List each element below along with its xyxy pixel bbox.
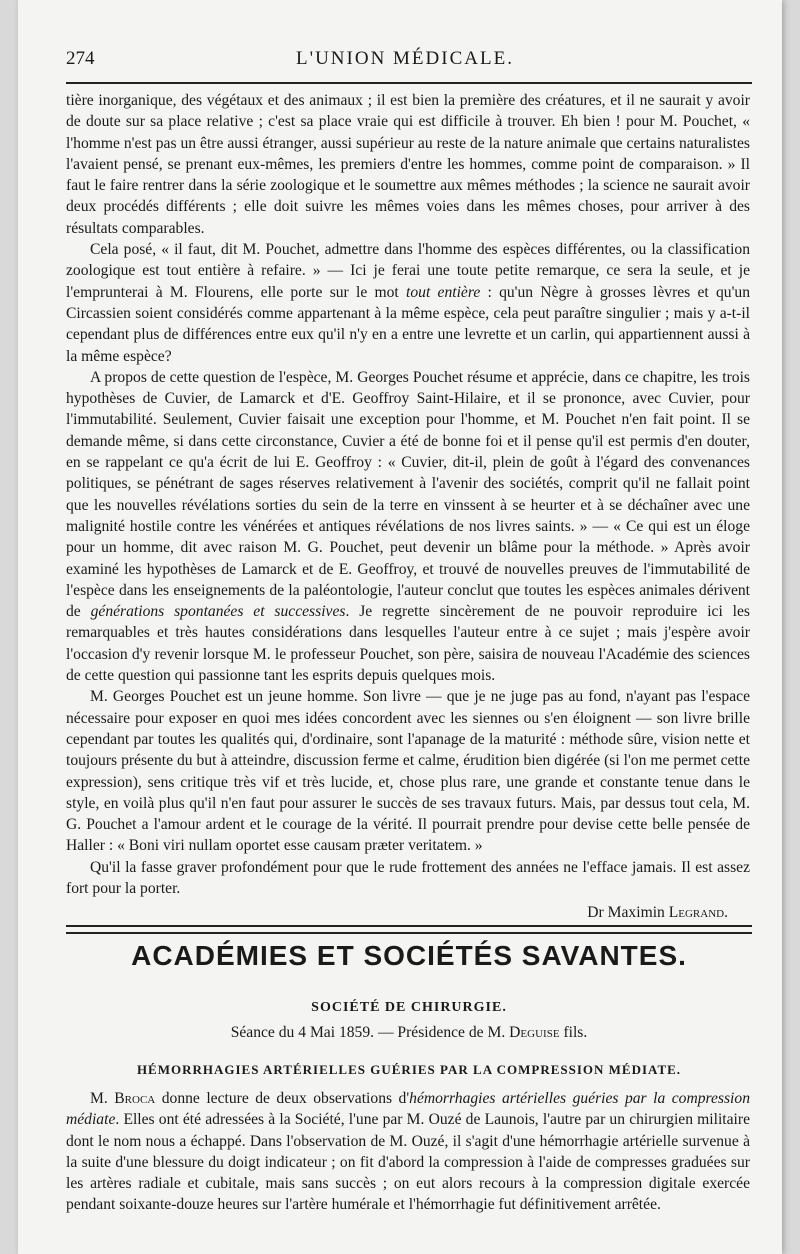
running-head: L'UNION MÉDICALE. (296, 48, 514, 69)
emphasis: générations spontanées et successives (90, 603, 346, 621)
page-number: 274 (66, 48, 95, 69)
section-divider (66, 925, 752, 934)
session-line: Séance du 4 Mai 1859. — Présidence de M. Deguise fils. (230, 1024, 588, 1041)
paragraph: A propos de cette question de l'espèce, M. Georges Pouchet résume et apprécie, dans ce chapitre, les trois hypothèses de Cuvier, de Lamarck et d'E. Geoffroy Saint-Hilaire, et il se prononce, avec Cuvier, pour l'immutabilité. Seulement, Cuvier faisait une exception pour l'homme, et M. Pouchet n'en fait point. Il se demande même, si dans cette circonstance, Cuvier a été de bonne foi et il pense qu'il est permis d'en douter, en se rappelant ce qu'a écrit de lui E. Geoffroy : « Cuvier, dit-il, plein de goût à l'égard des convenances politiques, se pénétrant de sages réserves relativement à l'avenir des sociétés, comprit qu'il ne fallait point que les nouvelles révélations sorties du sein de la terre en vinssent à se heurter et à se déchaîner avec une malignité hostile contre les vénérées et antiques révélations de nos livres saints. » — « Ce qui est un éloge pour un homme, dit avec raison M. G. Pouchet, peut devenir un blâme pour la méthode. » Après avoir examiné les hypothèses de Lamarck et de E. Geoffroy, et trouvé de nouvelles preuves de l'immutabilité de l'espèce dans les enseignements de la paléontologie, l'auteur conclut que toutes les espèces animales dérivent de générations spontanées et successives. Je regrette sincèrement de ne pouvoir reproduire ici les remarquables et très hautes considérations dans lesquelles l'auteur entre à ce sujet ; mais j'espère avoir l'occasion d'y revenir lorsque M. le professeur Pouchet, son père, saisira de nouveau l'Académie des sciences de cette question qui passionne tant les esprits depuis quelques mois. (66, 368, 751, 685)
paragraph: M. Georges Pouchet est un jeune homme. Son livre — que je ne juge pas au fond, n'ayant pas l'espace nécessaire pour exposer en quoi mes idées concordent avec les siennes ou s'en éloignent — son livre brille cependant par toutes les qualités qui, d'ordinaire, sont l'apanage de la maturité : méthode sûre, vision nette et toujours présente du but à atteindre, discussion ferme et calme, érudition bien digérée (si l'on me permet cette expression), sens critique très vif et très lucide, et, chose plus rare, une grande et constante tenue dans le style, en voilà plus qu'il n'en faut pour assurer le succès de ses travaux futurs. Mais, par dessus tout cela, M. G. Pouchet a l'amour ardent et le courage de la vérité. Il pourrait prendre pour devise cette belle pensée de Haller : « Boni viri nullam oportet esse causam præter veritatem. » (66, 688, 750, 855)
paragraph: tière inorganique, des végétaux et des animaux ; il est bien la première des créatures, et il ne saurait y avoir de doute sur sa place relative ; c'est sa place vraie qui est difficile à trouver. Eh bien ! pour M. Pouchet, « l'homme n'est pas un être aussi étranger, aussi supérieur au reste de la nature animale que certains naturalistes l'avaient pensé, se prenant eux-mêmes, les premiers d'entre les hommes, comme point de comparaison. » Il faut le faire rentrer dans la série zoologique et le soumettre aux mêmes méthodes ; la science ne saurait avoir deux procédés différents ; elle doit suivre les mêmes voies dans les mêmes choses, pour arriver à des résultats comparables. (66, 92, 750, 237)
paragraph: M. Broca donne lecture de deux observations d'hémorrhagies artérielles guéries par la compression médiate. Elles ont été adressées à la Société, l'une par M. Ouzé de Launois, l'autre par un chirurgien militaire dont le nom nous a échappé. Dans l'observation de M. Ouzé, il s'agit d'une hémorrhagie artérielle survenue à la suite d'une blessure du doigt indicateur ; on fit d'abord la compression à l'aide de compresses graduées sur les artères radiale et cubitale, mais sans succès ; on eut alors recours à la compression digitale exercée pendant soixante-douze heures sur l'artère humérale et l'hémorrhagie fut définitivement arrêtée. (66, 1090, 750, 1214)
emphasis: tout entière (406, 283, 481, 301)
emphasis: hémorrhagies artérielles guéries par la compression médiate (66, 1090, 750, 1129)
paragraph: Qu'il la fasse graver profondément pour que le rude frottement des années ne l'efface jamais. Il est assez fort pour la porter. (66, 858, 750, 897)
header-rule (66, 82, 752, 84)
page-header (66, 48, 744, 78)
book-page (18, 0, 782, 1254)
review-article (66, 90, 750, 924)
section-title: ACADÉMIES ET SOCIÉTÉS SAVANTES. (131, 940, 687, 971)
surgery-report (66, 1088, 750, 1216)
article-title: HÉMORRHAGIES ARTÉRIELLES GUÉRIES PAR LA COMPRESSION MÉDIATE. (136, 1062, 682, 1077)
author-signature: Dr Maximin Legrand. (587, 904, 728, 922)
society-heading: SOCIÉTÉ DE CHIRURGIE. (311, 1000, 507, 1015)
paragraph: Cela posé, « il faut, dit M. Pouchet, admettre dans l'homme des espèces différentes, ou la classification zoologique est tout entière à refaire. » — Ici je ferai une toute petite remarque, ce sera la seule, et je l'emprunterai à M. Flourens, elle porte sur le mot tout entière : qu'un Nègre à grosses lèvres et qu'un Circassien soient considérés comme appartenant à la même espèce, cela peut paraître singulier ; mais y a-t-il cependant plus de différences entre eux qu'il n'y en a entre une levrette et un carlin, qui appartiennent aussi à la même espèce? (66, 241, 750, 365)
